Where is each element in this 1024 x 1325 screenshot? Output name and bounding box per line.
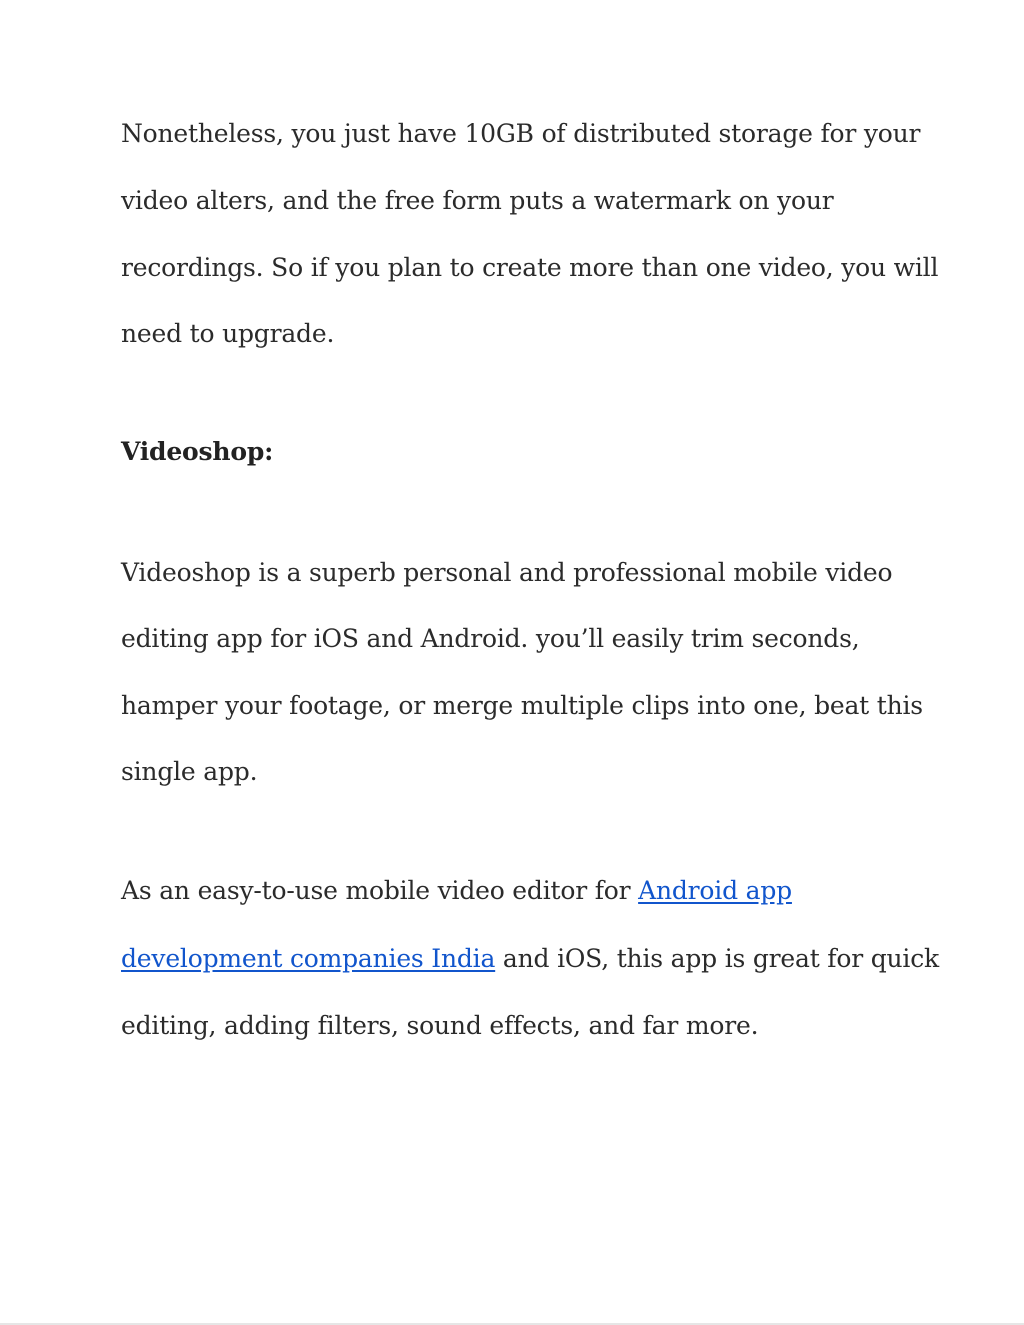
paragraph-3-line-3: editing, adding filters, sound effects, and far more. bbox=[121, 1011, 759, 1040]
paragraph-1-line-2: video alters, and the free form puts a watermark on your bbox=[121, 186, 834, 215]
paragraph-2-line-1: Videoshop is a superb personal and professional mobile video bbox=[121, 558, 893, 587]
paragraph-2-line-2: editing app for iOS and Android. you’ll easily trim seconds, bbox=[121, 624, 860, 653]
paragraph-2-line-3: hamper your footage, or merge multiple clips into one, beat this bbox=[121, 691, 923, 720]
android-app-link-part-2[interactable]: development companies India bbox=[121, 944, 496, 973]
paragraph-1-line-4: need to upgrade. bbox=[121, 319, 335, 348]
paragraph-3-line-2-text: and iOS, this app is great for quick bbox=[495, 944, 939, 973]
paragraph-1-line-1: Nonetheless, you just have 10GB of distributed storage for your bbox=[121, 119, 921, 148]
paragraph-2-line-4: single app. bbox=[121, 757, 258, 786]
paragraph-3-line-1-text: As an easy-to-use mobile video editor for bbox=[121, 876, 639, 905]
paragraph-3-line-1 bbox=[121, 875, 792, 907]
paragraph-3-line-2 bbox=[121, 943, 939, 975]
paragraph-1-line-3: recordings. So if you plan to create more than one video, you will bbox=[121, 253, 939, 282]
section-heading: Videoshop: bbox=[121, 437, 274, 466]
android-app-link-part-1[interactable]: Android app bbox=[638, 876, 792, 905]
